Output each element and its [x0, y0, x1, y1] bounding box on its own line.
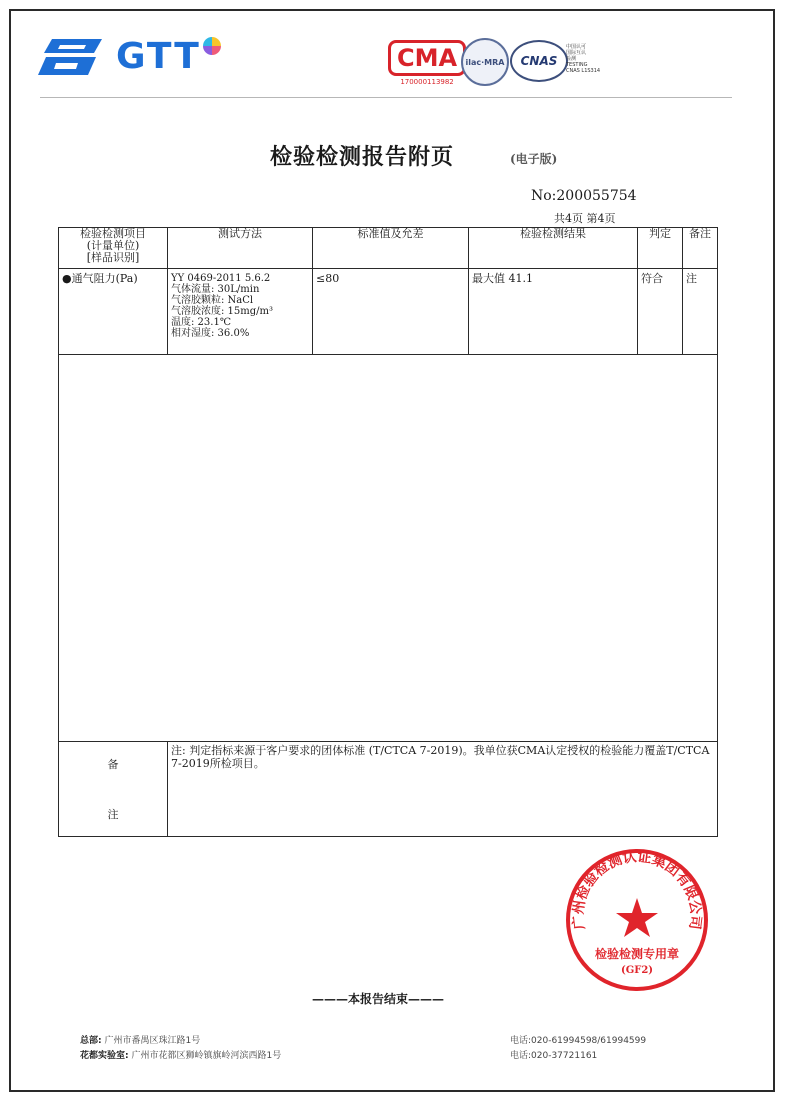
table-row: [59, 269, 718, 355]
cma-logo: [388, 40, 466, 86]
cnas-caption-line: 国际互认: [566, 50, 587, 56]
footer-hq-label: 总部:: [80, 1036, 102, 1046]
note-text: 注: 判定指标来源于客户要求的团体标准 (T/CTCA 7-2019)。我单位获CMA认定授权的检验能力覆盖T/CTCA 7-2019所检项目。: [168, 742, 718, 837]
footer-hq-address: 广州市番禺区珠江路1号: [104, 1036, 201, 1046]
method-line: 相对湿度: 36.0%: [171, 328, 250, 339]
gtt-emblem-icon: [38, 37, 102, 77]
cnas-caption-line: CNAS L1S314: [566, 68, 601, 74]
report-end: ———本报告结束———: [312, 992, 445, 1006]
method-line: 温度: 23.1℃: [171, 317, 231, 328]
footer-lab-line: [80, 1049, 281, 1064]
blank-cell: [59, 355, 718, 742]
note-label-char: 备: [107, 758, 119, 771]
cell-standard: ≤80: [313, 269, 469, 355]
footer-lab-phone: 电话:020-37721161: [510, 1051, 598, 1061]
cell-remark: 注: [683, 269, 718, 355]
seal-arc-text: 广州检验检测认证集团有限公司: [570, 849, 704, 931]
header-standard: 标准值及允差: [313, 228, 469, 269]
footer-addresses: [80, 1034, 281, 1064]
cnas-logo: [510, 40, 568, 82]
footer-lab-address: 广州市花都区狮岭镇旗岭河滨西路1号: [131, 1051, 282, 1061]
cell-method: [168, 269, 313, 355]
seal-star-icon: [616, 898, 658, 937]
footer-hq-line: [80, 1034, 281, 1049]
cnas-caption: [566, 44, 600, 74]
result-table: [58, 227, 718, 837]
note-label: [59, 742, 168, 837]
method-line: YY 0469-2011 5.6.2: [171, 273, 271, 284]
method-line: 气溶胶浓度: 15mg/m³: [171, 306, 274, 317]
cnas-caption-line: 中国认可: [566, 44, 587, 50]
cell-result: 最大值 41.1: [469, 269, 638, 355]
report-number: No:200055754: [531, 188, 637, 204]
cnas-caption-line: 检测: [566, 56, 577, 62]
header-method: 测试方法: [168, 228, 313, 269]
seal-code: (GF2): [620, 965, 654, 976]
page-count: 共4页 第4页: [554, 212, 616, 225]
header-item-line: [样品识别]: [86, 251, 140, 264]
cnas-label: CNAS: [520, 54, 558, 68]
header-remark: 备注: [683, 228, 718, 269]
ilac-mra-logo: [461, 38, 509, 86]
table-header-row: [59, 228, 718, 269]
header-item-line: 检验检测项目: [80, 227, 146, 240]
note-label-char: 注: [107, 808, 119, 821]
page-title: 检验检测报告附页: [270, 144, 455, 170]
ilac-label: ilac·MRA: [465, 57, 505, 67]
cell-item: ●通气阻力(Pa): [59, 269, 168, 355]
header-item: [59, 228, 168, 269]
gtt-brand-text: GTT: [116, 36, 201, 77]
note-row: [59, 742, 718, 837]
header-result: 检验检测结果: [469, 228, 638, 269]
header-item-line: (计量单位): [86, 239, 140, 252]
gtt-logo: [38, 36, 221, 77]
cell-judgement: 符合: [638, 269, 683, 355]
blank-area: [59, 355, 718, 742]
header-judgement: 判定: [638, 228, 683, 269]
cma-number: 170000113982: [400, 78, 454, 86]
cnas-caption-line: TESTING: [566, 62, 588, 68]
cma-mark: CMA: [388, 40, 466, 76]
method-line: 气体流量: 30L/min: [171, 284, 260, 295]
footer-hq-phone: 电话:020-61994598/61994599: [510, 1036, 647, 1046]
footer-lab-label: 花都实验室:: [80, 1051, 129, 1061]
official-seal: [563, 848, 711, 992]
footer-phones: [510, 1034, 646, 1064]
header-divider: [40, 97, 732, 98]
seal-center-text: 检验检测专用章: [594, 947, 680, 961]
method-line: 气溶胶颗粒: NaCl: [171, 295, 254, 306]
edition-label: (电子版): [510, 152, 558, 166]
gtt-flower-icon: [203, 37, 221, 55]
